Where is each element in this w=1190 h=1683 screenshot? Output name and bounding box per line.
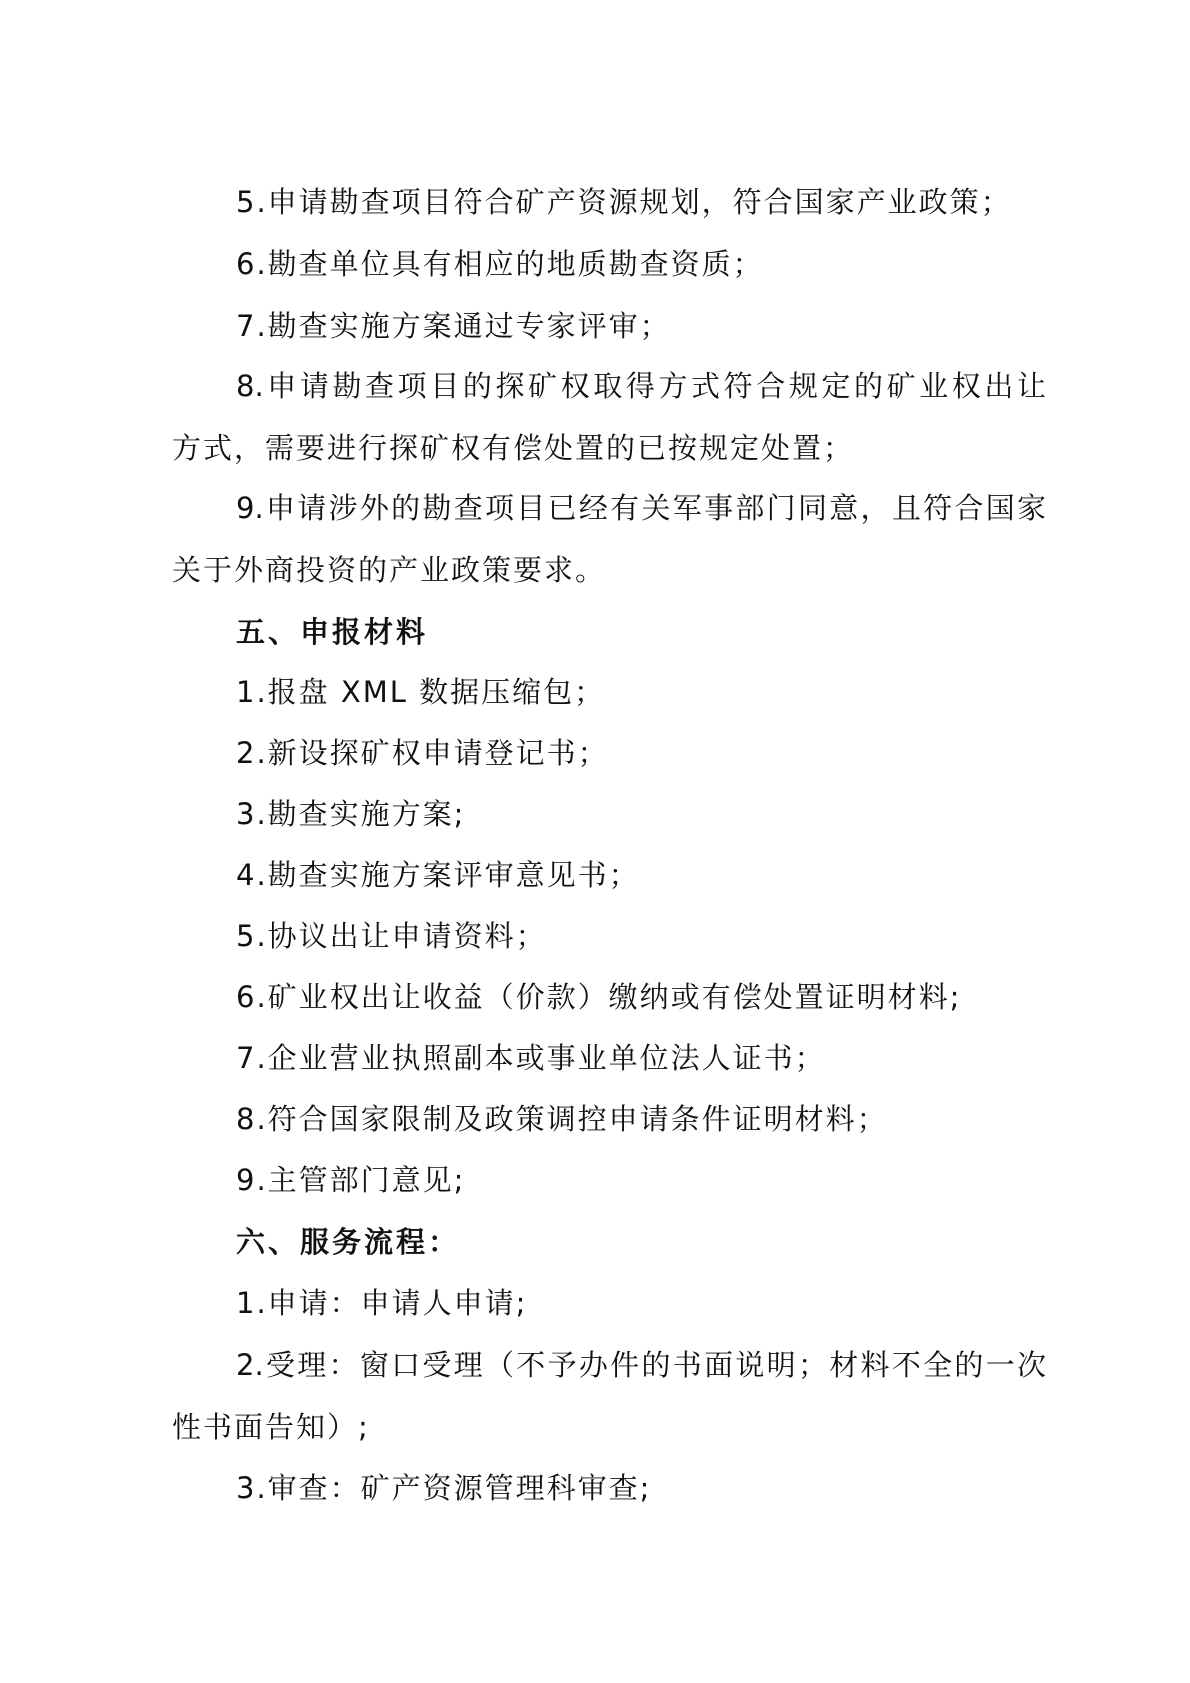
section-heading-process: 六、服务流程： [236,1225,461,1259]
condition-item-7: 7.勘查实施方案通过专家评审； [236,309,671,343]
material-item-2: 2.新设探矿权申请登记书； [236,736,609,770]
process-step-2-line-2: 性书面告知）; [172,1410,370,1444]
material-item-1: 1.报盘 XML 数据压缩包； [236,675,606,709]
section-heading-materials: 五、申报材料 [236,615,429,649]
material-item-3: 3.勘查实施方案; [236,797,466,831]
condition-item-9-line-1: 9.申请涉外的勘查项目已经有关军事部门同意，且符合国家 [236,491,1046,525]
condition-item-6: 6.勘查单位具有相应的地质勘查资质； [236,247,764,281]
condition-item-8-line-2: 方式，需要进行探矿权有偿处置的已按规定处置； [172,431,855,465]
condition-item-8-line-1: 8.申请勘查项目的探矿权取得方式符合规定的矿业权出让 [236,369,1046,403]
condition-item-5: 5.申请勘查项目符合矿产资源规划，符合国家产业政策； [236,185,1012,219]
material-item-9: 9.主管部门意见; [236,1163,466,1197]
process-step-1: 1.申请：申请人申请; [236,1286,528,1320]
material-item-7: 7.企业营业执照副本或事业单位法人证书； [236,1041,826,1075]
process-step-2-line-1: 2.受理：窗口受理（不予办件的书面说明；材料不全的一次 [236,1348,1046,1382]
material-item-4: 4.勘查实施方案评审意见书； [236,858,640,892]
material-item-6: 6.矿业权出让收益（价款）缴纳或有偿处置证明材料; [236,980,962,1014]
material-item-5: 5.协议出让申请资料； [236,919,547,953]
condition-item-9-line-2: 关于外商投资的产业政策要求。 [172,553,607,587]
material-item-8: 8.符合国家限制及政策调控申请条件证明材料； [236,1102,888,1136]
process-step-3: 3.审查：矿产资源管理科审查; [236,1471,652,1505]
